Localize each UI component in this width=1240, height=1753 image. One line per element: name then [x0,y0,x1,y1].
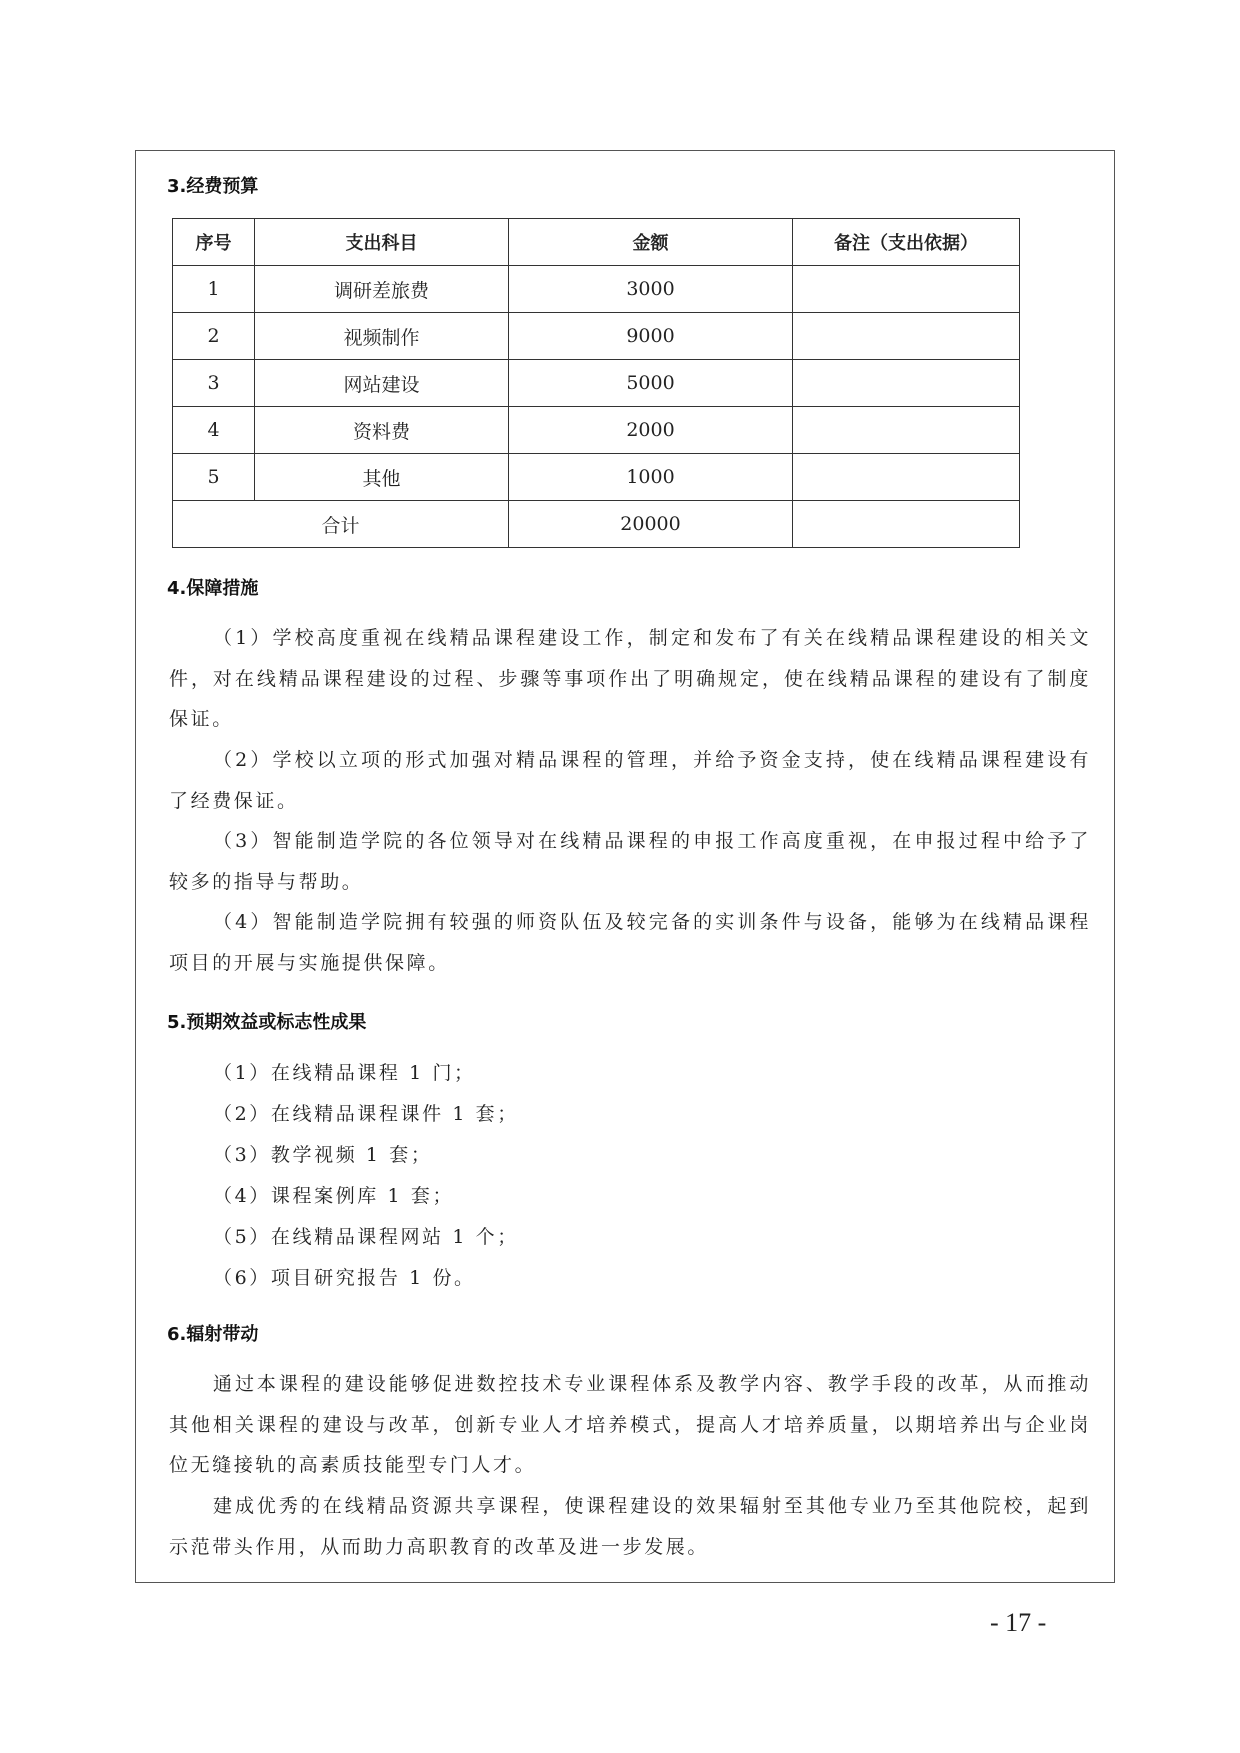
header-cell: 备注（支出依据） [793,219,1020,266]
cell: 视频制作 [255,313,509,360]
paragraph: （2）学校以立项的形式加强对精品课程的管理，并给予资金支持，使在线精品课程建设有了经费保证。 [169,749,1091,812]
list-item: （2）在线精品课程课件 1 套； [213,1103,519,1125]
table-row [173,266,1020,313]
cell: 调研差旅费 [255,266,509,313]
cell: 2 [173,313,255,360]
cell [793,266,1020,313]
table-total-row [173,501,1020,548]
table-row [173,360,1020,407]
cell: 3000 [509,266,793,313]
section-4-title: 4.保障措施 [167,578,259,599]
cell: 5000 [509,360,793,407]
budget-table [172,218,1020,548]
total-value: 20000 [509,501,793,548]
cell: 9000 [509,313,793,360]
list-item: （4）课程案例库 1 套； [213,1185,455,1207]
paragraph: （4）智能制造学院拥有较强的师资队伍及较完备的实训条件与设备，能够为在线精品课程项目的开展与实施提供保障。 [169,911,1091,974]
paragraph: 通过本课程的建设能够促进数控技术专业课程体系及教学内容、教学手段的改革，从而推动其他相关课程的建设与改革，创新专业人才培养模式，提高人才培养质量，以期培养出与企业岗位无缝接轨的高素质技能型专门人才。 [169,1373,1091,1476]
total-label: 合计 [173,501,509,548]
cell: 其他 [255,454,509,501]
cell: 5 [173,454,255,501]
table-header-row [173,219,1020,266]
section-3-title: 3.经费预算 [167,176,259,197]
cell: 3 [173,360,255,407]
cell [793,501,1020,548]
cell: 网站建设 [255,360,509,407]
section-5-title: 5.预期效益或标志性成果 [167,1012,367,1033]
list-item: （3）教学视频 1 套； [213,1144,433,1166]
cell: 4 [173,407,255,454]
table-row [173,454,1020,501]
section-6-title: 6.辐射带动 [167,1324,259,1345]
header-cell: 序号 [173,219,255,266]
table-row [173,313,1020,360]
page-number: - 17 - [990,1608,1047,1637]
header-cell: 支出科目 [255,219,509,266]
cell: 2000 [509,407,793,454]
table-row [173,407,1020,454]
header-cell: 金额 [509,219,793,266]
cell: 资料费 [255,407,509,454]
paragraph: 建成优秀的在线精品资源共享课程，使课程建设的效果辐射至其他专业乃至其他院校，起到示范带头作用，从而助力高职教育的改革及进一步发展。 [169,1495,1091,1558]
cell [793,360,1020,407]
cell [793,407,1020,454]
list-item: （6）项目研究报告 1 份。 [213,1267,476,1289]
cell: 1 [173,266,255,313]
cell [793,454,1020,501]
paragraph: （3）智能制造学院的各位领导对在线精品课程的申报工作高度重视，在申报过程中给予了较多的指导与帮助。 [169,830,1091,893]
cell: 1000 [509,454,793,501]
cell [793,313,1020,360]
paragraph: （1）学校高度重视在线精品课程建设工作，制定和发布了有关在线精品课程建设的相关文件，对在线精品课程建设的过程、步骤等事项作出了明确规定，使在线精品课程的建设有了制度保证。 [169,627,1091,730]
list-item: （5）在线精品课程网站 1 个； [213,1226,519,1248]
list-item: （1）在线精品课程 1 门； [213,1062,476,1084]
